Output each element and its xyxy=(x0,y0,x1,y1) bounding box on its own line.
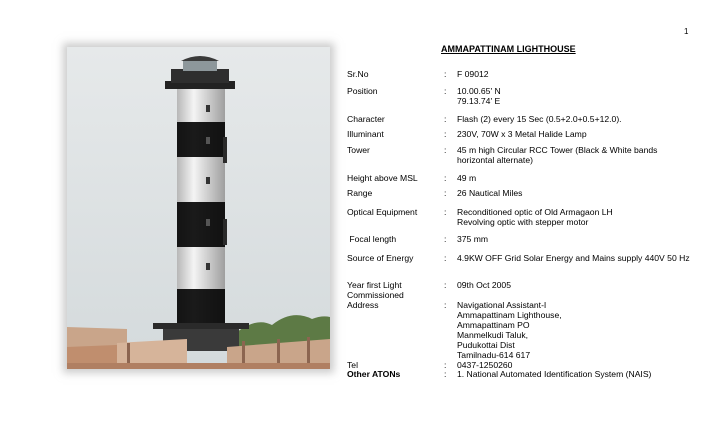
row-value xyxy=(457,280,697,290)
value-line: Revolving optic with stepper motor xyxy=(457,217,589,227)
value-line: Reconditioned optic of Old Armagaon LH xyxy=(457,207,613,217)
row-value xyxy=(457,234,697,244)
row-label: Sr.No xyxy=(347,69,369,79)
value-line: F 09012 xyxy=(457,69,489,79)
row-value xyxy=(457,69,697,79)
row-colon: : xyxy=(444,234,447,244)
row-value xyxy=(457,253,697,263)
row-label: Optical Equipment xyxy=(347,207,418,217)
value-line: Manmelkudi Taluk, xyxy=(457,330,529,340)
row-colon: : xyxy=(444,253,447,263)
row-colon: : xyxy=(444,360,447,370)
row-colon: : xyxy=(444,114,447,124)
row-value xyxy=(457,86,697,106)
value-line: 4.9KW OFF Grid Solar Energy and Mains supply 440V 50 Hz xyxy=(457,253,690,263)
row-colon: : xyxy=(444,129,447,139)
tower xyxy=(177,87,227,325)
row-colon: : xyxy=(444,145,447,155)
value-line: Pudukottai Dist xyxy=(457,340,515,350)
row-colon: : xyxy=(444,69,447,79)
row-label: Address xyxy=(347,300,379,310)
row-label: Tower xyxy=(347,145,370,155)
row-label: Year first Light Commissioned xyxy=(347,280,404,300)
row-label: Height above MSL xyxy=(347,173,418,183)
row-colon: : xyxy=(444,173,447,183)
value-line: Ammapattinam PO xyxy=(457,320,530,330)
value-line: 09th Oct 2005 xyxy=(457,280,511,290)
document-title: AMMAPATTINAM LIGHTHOUSE xyxy=(441,44,576,54)
row-value xyxy=(457,129,697,139)
row-value xyxy=(457,369,697,379)
row-label: Illuminant xyxy=(347,129,384,139)
row-label: Other ATONs xyxy=(347,369,401,379)
value-line: Tamilnadu-614 617 xyxy=(457,350,531,360)
row-label: Range xyxy=(347,188,373,198)
value-line: 230V, 70W x 3 Metal Halide Lamp xyxy=(457,129,587,139)
row-label: Character xyxy=(347,114,385,124)
row-colon: : xyxy=(444,300,447,310)
row-colon: : xyxy=(444,207,447,217)
row-colon: : xyxy=(444,86,447,96)
row-colon: : xyxy=(444,188,447,198)
value-line: 45 m high Circular RCC Tower (Black & White bands horizontal alternate) xyxy=(457,145,658,165)
row-label: Source of Energy xyxy=(347,253,414,263)
row-label: Position xyxy=(347,86,378,96)
row-value xyxy=(457,114,697,124)
row-value xyxy=(457,173,697,183)
value-line: 79.13.74' E xyxy=(457,96,501,106)
value-line: 10.00.65' N xyxy=(457,86,501,96)
value-line: 0437-1250260 xyxy=(457,360,513,370)
row-label: Tel xyxy=(347,360,358,370)
value-line: 375 mm xyxy=(457,234,489,244)
value-line: Ammapattinam Lighthouse, xyxy=(457,310,562,320)
value-line: 49 m xyxy=(457,173,477,183)
value-line: 26 Nautical Miles xyxy=(457,188,523,198)
value-line: 1. National Automated Identification System (NAIS) xyxy=(457,369,652,379)
row-value xyxy=(457,207,697,227)
row-value xyxy=(457,300,697,360)
lighthouse-photo xyxy=(67,47,330,369)
value-line: Navigational Assistant-I xyxy=(457,300,547,310)
row-value xyxy=(457,188,697,198)
row-value xyxy=(457,145,697,165)
row-colon: : xyxy=(444,280,447,290)
value-line: Flash (2) every 15 Sec (0.5+2.0+0.5+12.0). xyxy=(457,114,622,124)
page-number: 1 xyxy=(684,27,689,36)
row-colon: : xyxy=(444,369,447,379)
row-label: Focal length xyxy=(347,234,397,244)
